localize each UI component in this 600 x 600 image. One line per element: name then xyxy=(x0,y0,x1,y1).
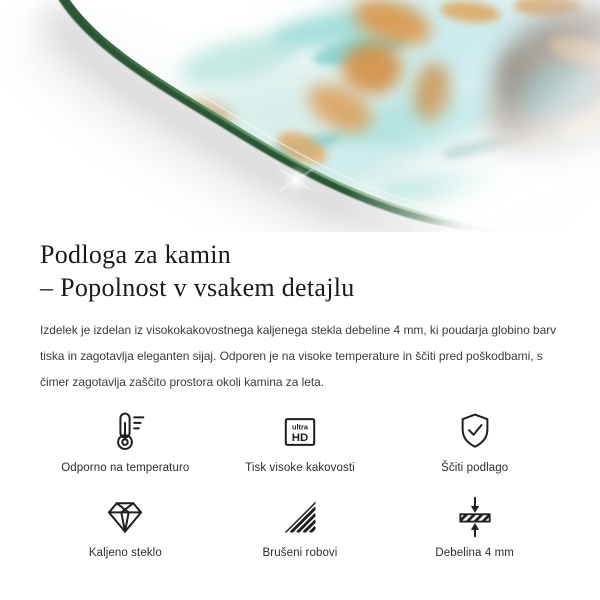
white-fade xyxy=(290,0,600,232)
shield-check-icon xyxy=(453,409,497,455)
svg-text:ultra: ultra xyxy=(292,422,308,432)
feature-label: Tisk visoke kakovosti xyxy=(245,462,355,474)
svg-text:HD: HD xyxy=(291,432,309,445)
feature-thickness xyxy=(387,494,562,559)
ultra-hd-icon xyxy=(278,409,322,455)
page-title xyxy=(40,238,562,304)
product-content xyxy=(0,238,600,559)
feature-polished-edges xyxy=(213,494,388,559)
feature-label: Ščiti podlago xyxy=(441,462,509,474)
diamond-icon xyxy=(103,494,147,540)
features-grid xyxy=(38,409,562,559)
thickness-icon xyxy=(453,494,497,540)
feature-label: Debelina 4 mm xyxy=(435,547,514,559)
thermometer-icon xyxy=(103,409,147,455)
feature-temperature xyxy=(38,409,213,474)
feature-label: Brušeni robovi xyxy=(262,547,338,559)
feature-tempered-glass xyxy=(38,494,213,559)
feature-protection xyxy=(387,409,562,474)
feature-label: Kaljeno steklo xyxy=(88,547,162,559)
product-description: Izdelek je izdelan iz visokokakovostnega kaljenega stekla debeline 4 mm, ki poudarja globino barv tiska in zagotavlja eleganten sijaj. Odporen je na visoke temperature in ščiti pred poškodbami, s čimer zagotavlja zaščito prostora okoli kamina za leta. xyxy=(40,323,557,389)
feature-label: Odporno na temperaturo xyxy=(61,462,190,474)
feature-print-quality xyxy=(213,409,388,474)
brushed-edge-icon xyxy=(278,494,322,540)
product-image xyxy=(0,0,600,232)
page-title-line1: Podloga za kamin xyxy=(40,240,232,269)
page-title-line2: – Popolnost v vsakem detajlu xyxy=(40,273,355,302)
